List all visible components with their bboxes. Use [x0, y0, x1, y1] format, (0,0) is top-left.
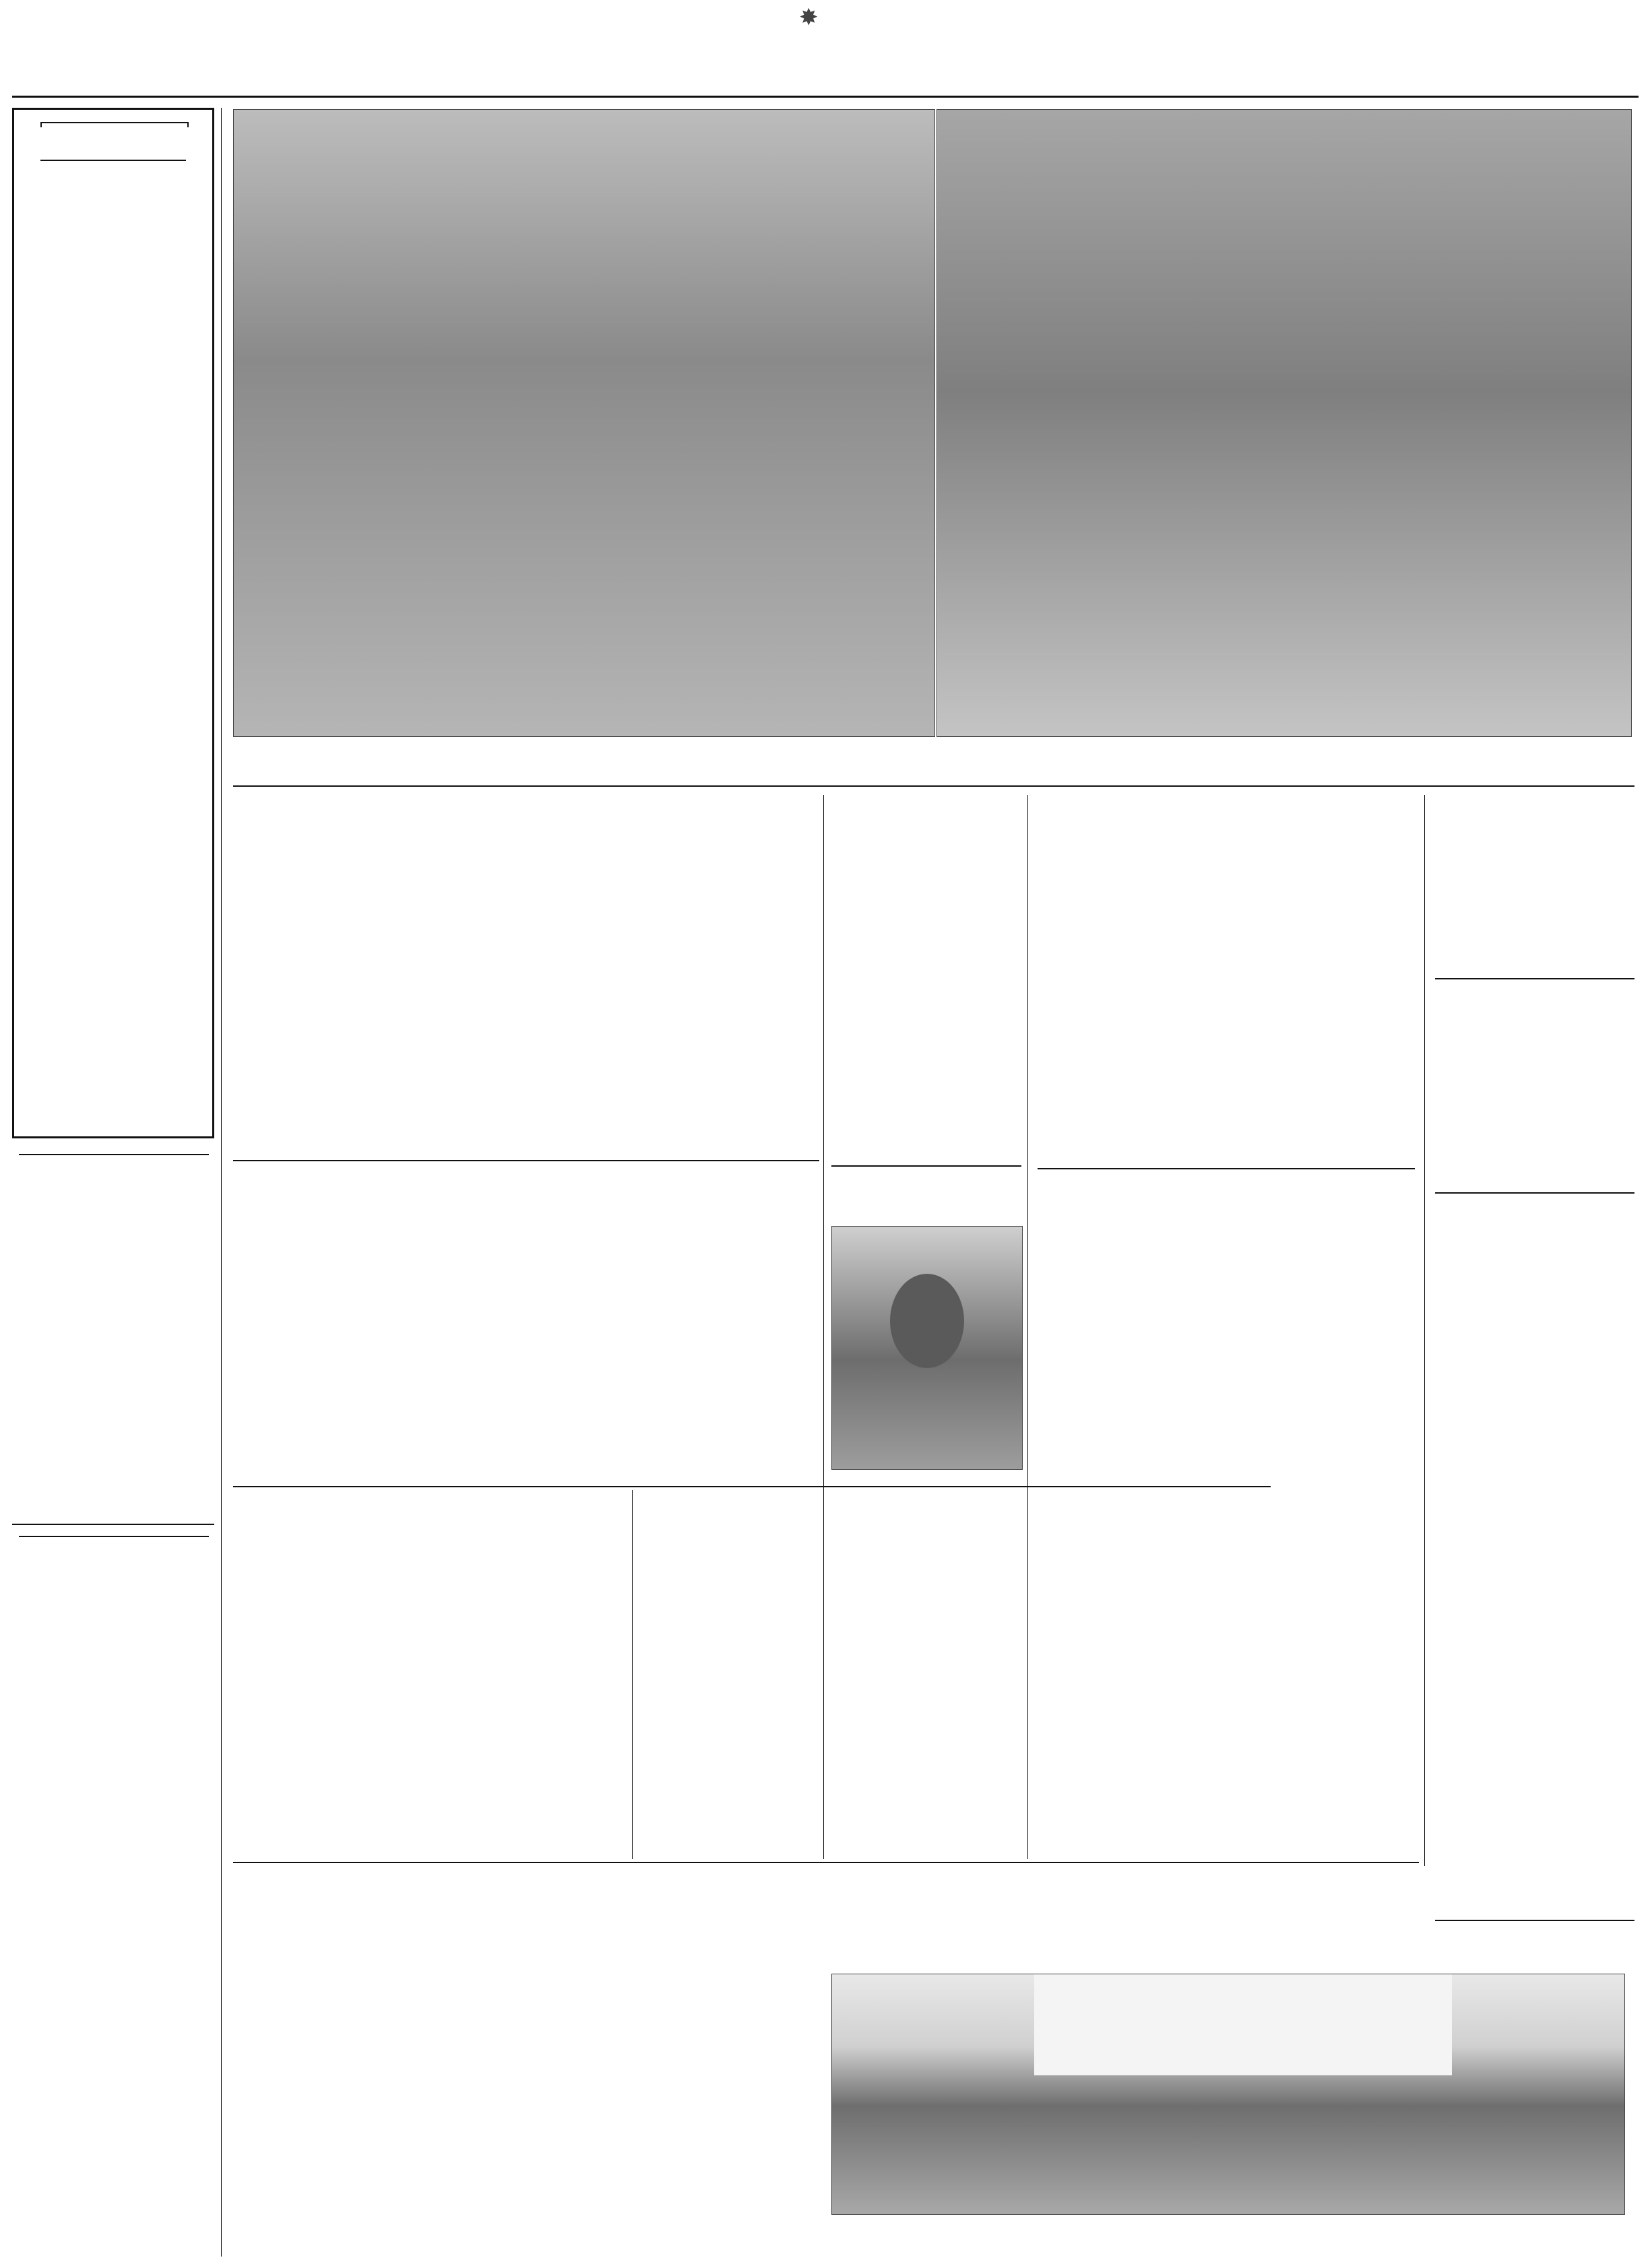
divider: [233, 785, 1634, 787]
masthead-rule: [12, 96, 1639, 98]
divider: [233, 1486, 1271, 1487]
article-award: [831, 1485, 1021, 1862]
divider: [233, 1862, 1419, 1863]
gopalganj-col-2: [430, 1602, 625, 1856]
article-ru: [1435, 985, 1634, 1187]
column-rule: [221, 108, 222, 2257]
article-young-man: [1435, 795, 1634, 977]
updf-col-2: [1229, 940, 1416, 1163]
pdb-col-3: [627, 1261, 813, 1483]
article-cadets: [640, 1497, 817, 1860]
survey-col-3: [627, 1979, 813, 2257]
snaps-logo: [40, 118, 186, 161]
divider: [1435, 1192, 1634, 1194]
article-brac: [831, 795, 1021, 1159]
bnp-col-2: [430, 942, 616, 1156]
bnp-col-1: [233, 961, 419, 1156]
divider: [12, 1524, 214, 1525]
pdb-col-2: [430, 1261, 616, 1483]
portrait-head-icon: [890, 1274, 964, 1368]
column-rule: [1424, 795, 1425, 1866]
column-rule: [632, 1490, 633, 1859]
divider: [1038, 1168, 1415, 1169]
divider: [1435, 1920, 1634, 1921]
gangraped-col-1: [1038, 1641, 1218, 1856]
bnp-col-3: [627, 942, 813, 1156]
seminar-banner: [1034, 1974, 1452, 2075]
pdb-col-1: [233, 1280, 419, 1482]
flood-photo-houses: [233, 109, 935, 737]
teesta-col-1: [1038, 1332, 1218, 1481]
divider: [831, 1165, 1021, 1167]
article-ctg-transport: [19, 1530, 209, 2258]
updf-col-1: [1038, 970, 1218, 1165]
survey-col-1: [233, 1998, 419, 2257]
divider: [1435, 978, 1634, 979]
gopalganj-col-1: [233, 1619, 419, 1855]
divider: [233, 1160, 819, 1161]
seminar-photo: [831, 1974, 1625, 2215]
column-rule: [823, 795, 824, 1859]
teesta-col-2: [1229, 1314, 1416, 1482]
educationist-portrait: [831, 1226, 1023, 1470]
masthead-star-icon: ✸: [799, 5, 819, 30]
article-brtc: [19, 1148, 209, 1519]
article-bodies: [1435, 1199, 1634, 1576]
flood-photo-road: [936, 109, 1632, 737]
gangraped-col-2: [1229, 1622, 1416, 1656]
survey-col-2: [430, 1979, 616, 2257]
snaps-column: [26, 168, 202, 1125]
article-jute: [1229, 1661, 1416, 1856]
column-rule: [1027, 795, 1028, 1859]
